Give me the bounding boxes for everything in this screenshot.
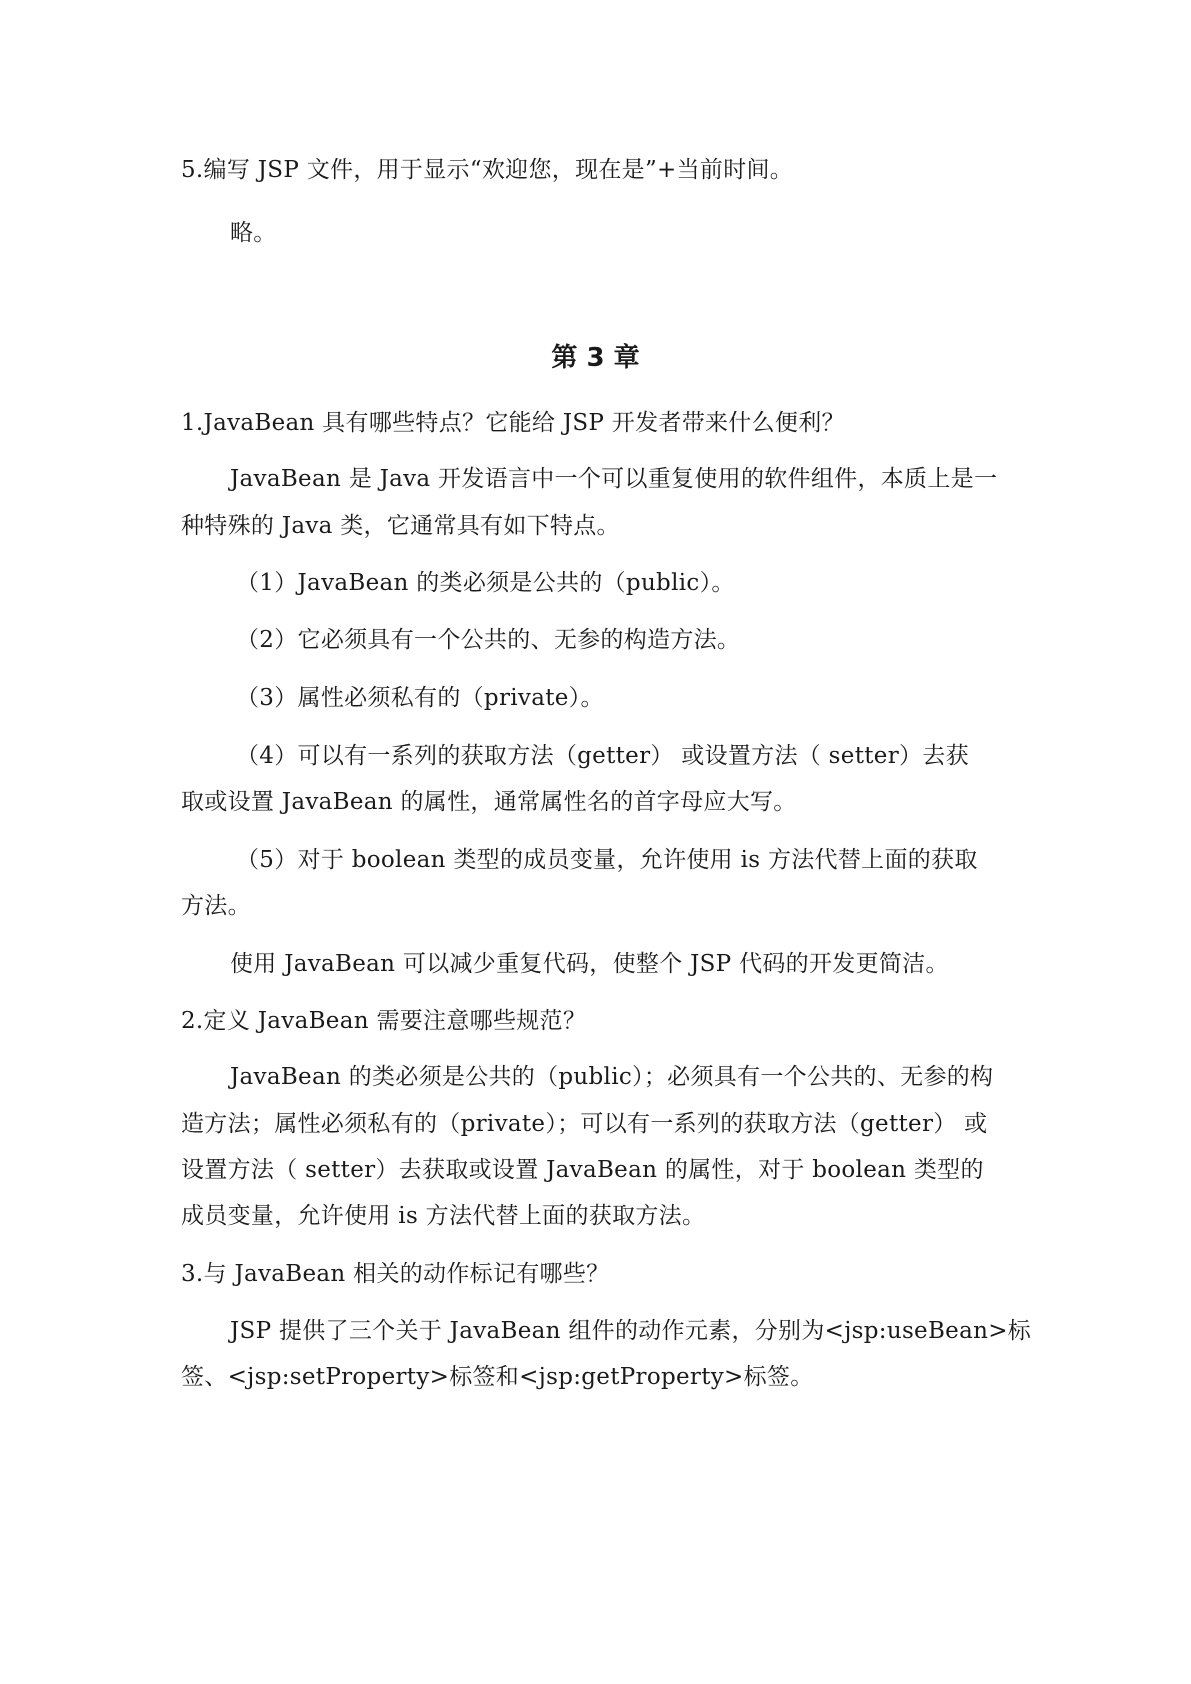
answer-2-line2: 造方法；属性必须私有的（private）；可以有一系列的获取方法（getter） 或 bbox=[181, 1111, 988, 1137]
answer-1-summary: 使用 JavaBean 可以减少重复代码，使整个 JSP 代码的开发更简洁。 bbox=[230, 951, 949, 977]
answer-1-intro-line1: JavaBean 是 Java 开发语言中一个可以重复使用的软件组件，本质上是一 bbox=[230, 466, 998, 492]
answer-1-intro-line2: 种特殊的 Java 类，它通常具有如下特点。 bbox=[181, 513, 620, 539]
answer-2-line1: JavaBean 的类必须是公共的（public）；必须具有一个公共的、无参的构 bbox=[230, 1064, 994, 1090]
answer-1-item-5-line2: 方法。 bbox=[181, 893, 251, 919]
question-2: 2.定义 JavaBean 需要注意哪些规范？ bbox=[181, 1008, 587, 1034]
answer-5: 略。 bbox=[230, 220, 277, 246]
question-5: 5.编写 JSP 文件，用于显示“欢迎您，现在是”+当前时间。 bbox=[181, 157, 794, 183]
chapter-heading: 第 3 章 bbox=[551, 343, 640, 373]
answer-3-line1: JSP 提供了三个关于 JavaBean 组件的动作元素，分别为<jsp:useBean>标 bbox=[230, 1318, 1032, 1344]
answer-1-item-3: （3）属性必须私有的（private）。 bbox=[236, 685, 604, 711]
answer-2-line3: 设置方法（ setter）去获取或设置 JavaBean 的属性，对于 boolean 类型的 bbox=[181, 1157, 984, 1183]
answer-3-line2: 签、<jsp:setProperty>标签和<jsp:getProperty>标签。 bbox=[181, 1364, 814, 1390]
answer-1-item-2: （2）它必须具有一个公共的、无参的构造方法。 bbox=[236, 627, 741, 653]
answer-1-item-5-line1: （5）对于 boolean 类型的成员变量，允许使用 is 方法代替上面的获取 bbox=[236, 847, 978, 873]
question-3: 3.与 JavaBean 相关的动作标记有哪些？ bbox=[181, 1261, 610, 1287]
answer-1-item-4-line1: （4）可以有一系列的获取方法（getter） 或设置方法（ setter）去获 bbox=[236, 743, 969, 769]
question-1: 1.JavaBean 具有哪些特点？它能给 JSP 开发者带来什么便利？ bbox=[181, 410, 845, 436]
answer-1-item-4-line2: 取或设置 JavaBean 的属性，通常属性名的首字母应大写。 bbox=[181, 789, 797, 815]
answer-1-item-1: （1）JavaBean 的类必须是公共的（public）。 bbox=[236, 570, 735, 596]
answer-2-line4: 成员变量，允许使用 is 方法代替上面的获取方法。 bbox=[181, 1203, 706, 1229]
